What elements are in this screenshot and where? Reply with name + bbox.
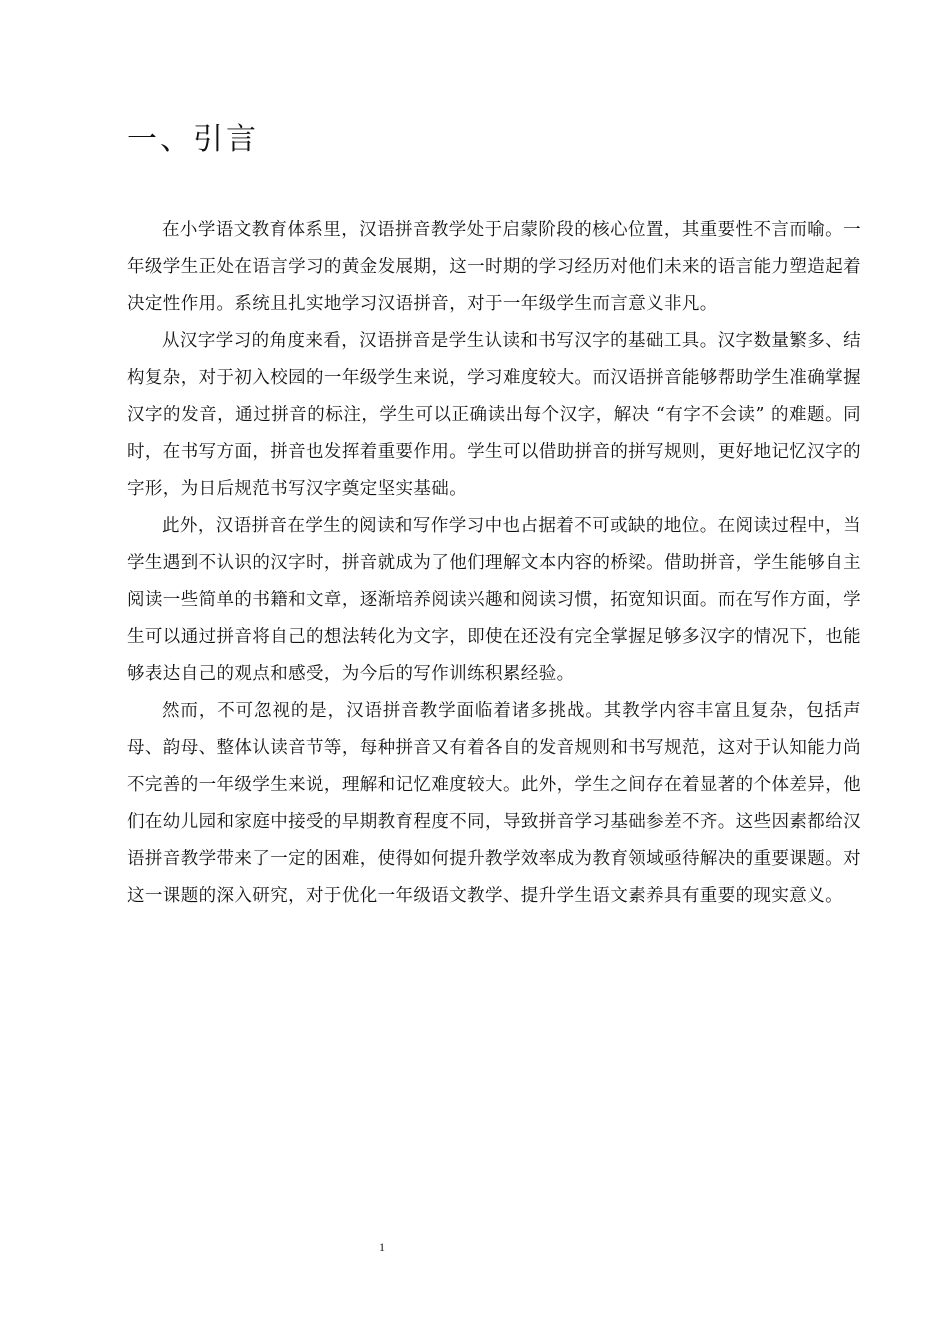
paragraph-1: 在小学语文教育体系里，汉语拼音教学处于启蒙阶段的核心位置，其重要性不言而喻。一年级学生正处在语言学习的黄金发展期，这一时期的学习经历对他们未来的语言能力塑造起着决定性作用。系统且扎实地学习汉语拼音，对于一年级学生而言意义非凡。 <box>127 220 861 314</box>
section-heading: 一、引言 <box>127 122 259 157</box>
paragraph-3: 此外，汉语拼音在学生的阅读和写作学习中也占据着不可或缺的地位。在阅读过程中，当学生遇到不认识的汉字时，拼音就成为了他们理解文本内容的桥梁。借助拼音，学生能够自主阅读一些简单的书籍和文章，逐渐培养阅读兴趣和阅读习惯，拓宽知识面。而在写作方面，学生可以通过拼音将自己的想法转化为文字，即使在还没有完全掌握足够多汉字的情况下，也能够表达自己的观点和感受，为今后的写作训练积累经验。 <box>127 516 861 684</box>
page-number: 1 <box>379 1240 385 1254</box>
paragraph-2: 从汉字学习的角度来看，汉语拼音是学生认读和书写汉字的基础工具。汉字数量繁多、结构复杂，对于初入校园的一年级学生来说，学习难度较大。而汉语拼音能够帮助学生准确掌握汉字的发音，通过拼音的标注，学生可以正确读出每个汉字，解决 “有字不会读” 的难题。同时，在书写方面，拼音也发挥着重要作用。学生可以借助拼音的拼写规则，更好地记忆汉字的字形，为日后规范书写汉字奠定坚实基础。 <box>127 331 861 499</box>
paragraph-4: 然而，不可忽视的是，汉语拼音教学面临着诸多挑战。其教学内容丰富且复杂，包括声母、韵母、整体认读音节等，每种拼音又有着各自的发音规则和书写规范，这对于认知能力尚不完善的一年级学生来说，理解和记忆难度较大。此外，学生之间存在着显著的个体差异，他们在幼儿园和家庭中接受的早期教育程度不同，导致拼音学习基础参差不齐。这些因素都给汉语拼音教学带来了一定的困难，使得如何提升教学效率成为教育领域亟待解决的重要课题。对这一课题的深入研究，对于优化一年级语文教学、提升学生语文素养具有重要的现实意义。 <box>127 701 861 906</box>
body-text <box>127 212 861 915</box>
